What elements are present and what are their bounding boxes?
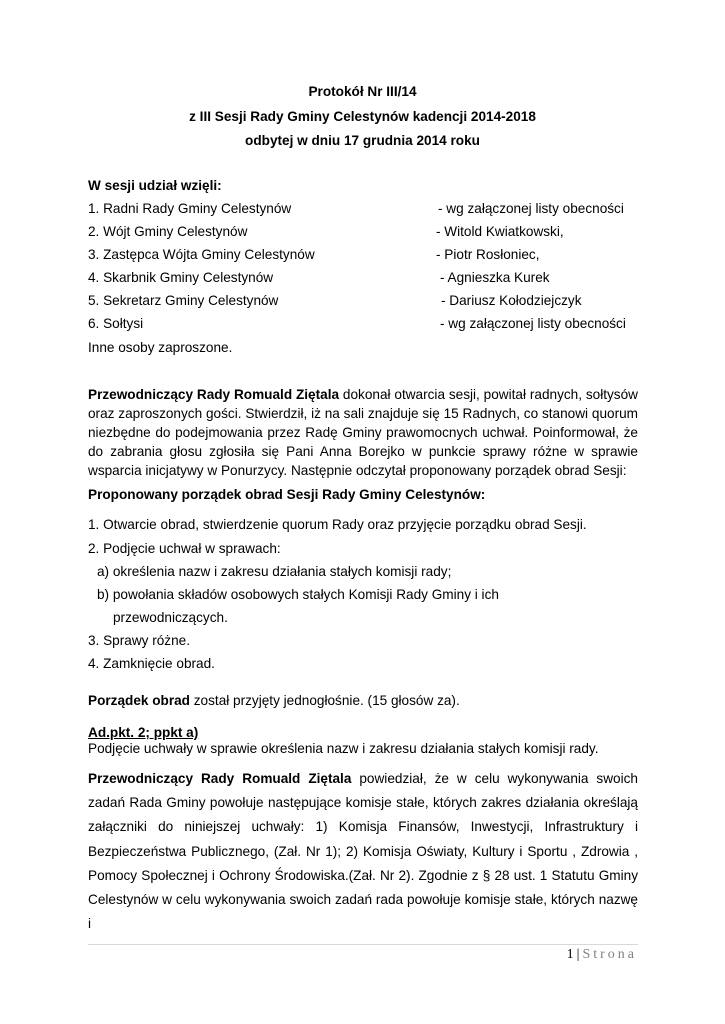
attendance-left-4: 4. Skarbnik Gminy Celestynów xyxy=(88,270,274,285)
attendance-right-4: - Agnieszka Kurek xyxy=(440,270,550,285)
footer-separator: | xyxy=(576,947,580,962)
attendance-left-6: 6. Sołtysi xyxy=(88,316,144,331)
agenda-item-2b-cont: przewodniczących. xyxy=(113,610,228,625)
agenda-item-4: 4. Zamknięcie obrad. xyxy=(88,656,215,671)
adoption-bold: Porządek obrad xyxy=(88,693,190,708)
protocol-title: Protokół Nr III/14 xyxy=(308,84,417,99)
ad-heading: Ad.pkt. 2; ppkt a) xyxy=(88,725,199,740)
speech-speaker: Przewodniczący Rady Romuald Ziętala xyxy=(88,771,352,786)
page-number: 1 xyxy=(566,947,574,962)
attendance-right-6: - wg załączonej listy obecności xyxy=(440,316,626,331)
session-date: odbytej w dniu 17 grudnia 2014 roku xyxy=(245,133,480,148)
speech-paragraph xyxy=(88,767,638,936)
speech-text: powiedział, że w celu wykonywania swoich zadań Rada Gminy powołuje następujące komisje stałe, których zakres działania określają załączniki do niniejszej uchwały: 1) Komisja Finansów, Inwestycji, Infrastruktury i Bezpieczeństwa Publicznego, (Zał. Nr 1); 2) Komisja Oświaty, Kultury i Sportu , Zdrowia , Pomocy Społecznej i Ochrony Środowiska.(Zał. Nr 2). Zgodnie z § 28 ust. 1 Statutu Gminy Celestynów w celu wykonywania swoich zadań rada powołuje komisje stałe, których nazwę i xyxy=(88,771,638,932)
footer-divider xyxy=(88,944,638,945)
attendance-left-5: 5. Sekretarz Gminy Celestynów xyxy=(88,293,279,308)
attendance-right-2: - Witold Kwiatkowski, xyxy=(436,224,564,239)
ad-subject: Podjęcie uchwały w sprawie określenia nazw i zakresu działania stałych komisji rady. xyxy=(88,741,599,756)
agenda-heading: Proponowany porządek obrad Sesji Rady Gminy Celestynów: xyxy=(88,487,486,502)
session-subtitle: z III Sesji Rady Gminy Celestynów kadencji 2014-2018 xyxy=(189,109,536,124)
agenda-item-3: 3. Sprawy różne. xyxy=(88,633,190,648)
agenda-item-2: 2. Podjęcie uchwał w sprawach: xyxy=(88,541,281,556)
attendance-right-3: - Piotr Rosłoniec, xyxy=(436,247,540,262)
page-footer xyxy=(567,947,637,963)
attendance-left-3: 3. Zastępca Wójta Gminy Celestynów xyxy=(88,247,315,262)
agenda-item-2a: a) określenia nazw i zakresu działania stałych komisji rady; xyxy=(97,564,452,579)
opening-speaker: Przewodniczący Rady Romuald Ziętala xyxy=(88,387,340,402)
adoption-text: został przyjęty jednogłośnie. (15 głosów za). xyxy=(189,693,460,708)
agenda-item-2b: b) powołania składów osobowych stałych Komisji Rady Gminy i ich xyxy=(97,587,499,602)
opening-paragraph xyxy=(88,385,638,480)
attendance-heading: W sesji udział wzięli: xyxy=(88,178,222,193)
other-attendees: Inne osoby zaproszone. xyxy=(88,340,233,355)
agenda-item-1: 1. Otwarcie obrad, stwierdzenie quorum Rady oraz przyjęcie porządku obrad Sesji. xyxy=(88,517,587,532)
attendance-right-1: - wg załączonej listy obecności xyxy=(438,201,624,216)
attendance-left-2: 2. Wójt Gminy Celestynów xyxy=(88,224,248,239)
opening-text: dokonał otwarcia sesji, powitał radnych, sołtysów oraz zaproszonych gości. Stwierdził, iż na sali znajduje się 15 Radnych, co stanowi quorum niezbędne do podejmowania przez Radę Gminy prawomocnych uchwał. Poinformował, że do zabrania głosu zgłosiła się Pani Anna Borejko w punkcie sprawy różne w sprawie wsparcia inicjatywy w Ponurzycy. Następnie odczytał proponowany porządek obrad Sesji: xyxy=(88,387,638,478)
attendance-right-5: - Dariusz Kołodziejczyk xyxy=(441,293,582,308)
page-label: Strona xyxy=(582,947,637,962)
adoption-line xyxy=(88,693,460,708)
attendance-left-1: 1. Radni Rady Gminy Celestynów xyxy=(88,201,292,216)
